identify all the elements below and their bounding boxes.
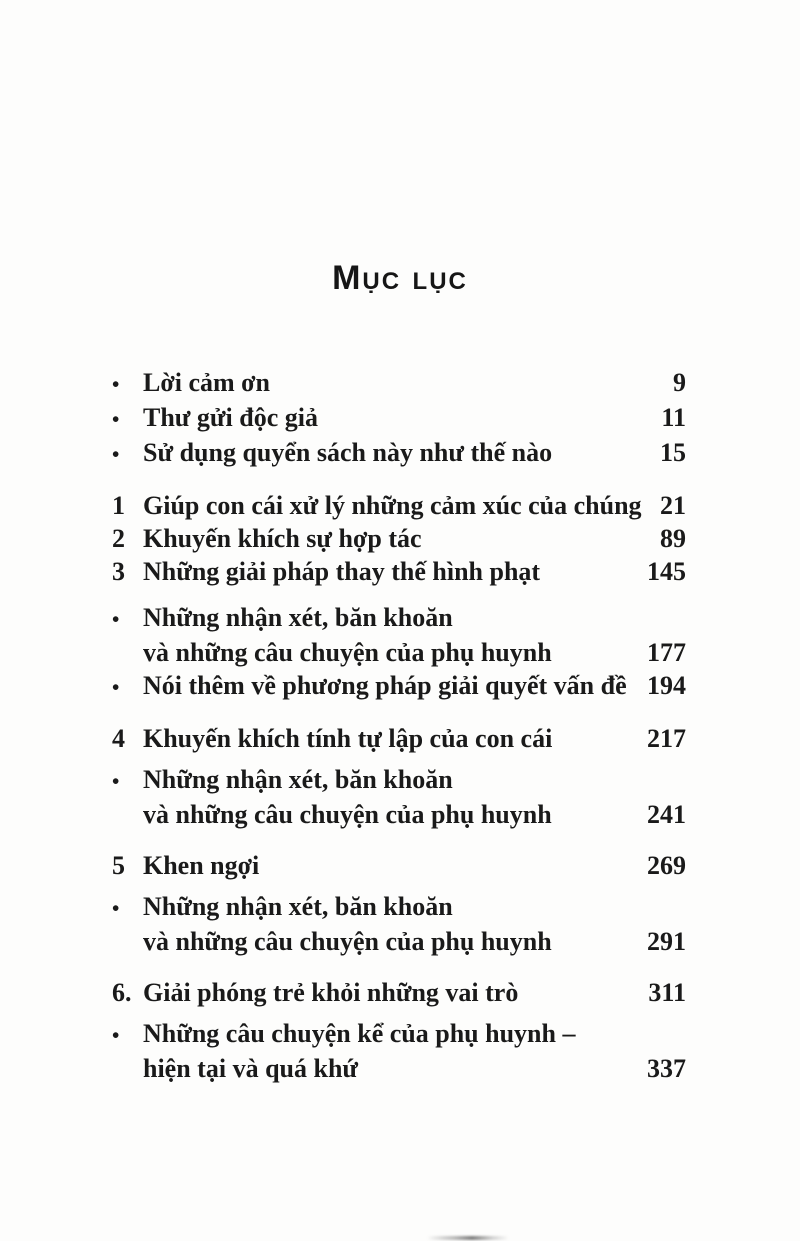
toc-entry: [112, 722, 686, 755]
entry-page-number: 194: [647, 671, 686, 700]
bullet-icon: •: [112, 769, 120, 793]
toc-entry-continuation-row: [112, 636, 686, 669]
toc-entry-continuation-row: [112, 925, 686, 958]
entry-title-line: Những câu chuyện kể của phụ huynh –: [143, 1019, 576, 1048]
toc-entry-row: [112, 669, 686, 704]
toc-entry-row: [112, 763, 686, 798]
toc-entry-row: [112, 976, 686, 1009]
entry-title-line: và những câu chuyện của phụ huynh: [143, 638, 552, 667]
entry-page-number: 21: [660, 491, 686, 520]
toc-entry: [112, 522, 686, 555]
toc-entry-row: [112, 555, 686, 588]
toc-entry-continuation-row: [112, 798, 686, 831]
toc-entry-row: [112, 366, 686, 401]
toc-entry-row: [112, 522, 686, 555]
toc-entry: [112, 555, 686, 588]
bullet-icon: •: [112, 675, 120, 699]
entry-title-line: Thư gửi độc giả: [143, 403, 318, 432]
entry-title-line: Lời cảm ơn: [143, 368, 271, 397]
entry-page-number: 241: [647, 800, 686, 829]
toc-entry: [112, 401, 686, 436]
entry-page-number: 11: [661, 403, 686, 432]
entry-page-number: 145: [647, 557, 686, 586]
toc-entry-row: [112, 890, 686, 925]
entry-title-line: Những nhận xét, băn khoăn: [143, 603, 453, 632]
entry-title-line: Khuyến khích sự hợp tác: [143, 524, 422, 553]
entry-title-line: Những nhận xét, băn khoăn: [143, 765, 453, 794]
entry-title-line: Giải phóng trẻ khỏi những vai trò: [143, 978, 519, 1007]
entry-title-line: Những nhận xét, băn khoăn: [143, 892, 453, 921]
page-title: Mục lục: [332, 259, 468, 297]
entry-page-number: 217: [647, 724, 686, 753]
chapter-number: 6.: [112, 978, 132, 1007]
toc-entry-row: [112, 601, 686, 636]
toc-entry: [112, 849, 686, 882]
entry-title-line: và những câu chuyện của phụ huynh: [143, 927, 552, 956]
entry-page-number: 15: [660, 438, 686, 467]
chapter-number: 4: [112, 724, 125, 753]
entry-page-number: 89: [660, 524, 686, 553]
toc-entry: [112, 763, 686, 831]
entry-title-line: Khen ngợi: [143, 851, 260, 880]
toc-list: [112, 366, 686, 1085]
entry-title-line: Những giải pháp thay thế hình phạt: [143, 557, 541, 586]
bullet-icon: •: [112, 372, 120, 396]
entry-page-number: 311: [648, 978, 686, 1007]
toc-entry: [112, 1017, 686, 1085]
toc-entry-continuation-row: [112, 1052, 686, 1085]
toc-entry-row: [112, 401, 686, 436]
toc-entry-row: [112, 722, 686, 755]
bullet-icon: •: [112, 442, 120, 466]
entry-title-line: Khuyến khích tính tự lập của con cái: [143, 724, 553, 753]
chapter-number: 5: [112, 851, 125, 880]
bullet-icon: •: [112, 896, 120, 920]
toc-entry: [112, 976, 686, 1009]
entry-page-number: 269: [647, 851, 686, 880]
entry-page-number: 337: [647, 1054, 686, 1083]
chapter-number: 2: [112, 524, 125, 553]
toc-entry: [112, 489, 686, 522]
entry-title-line: và những câu chuyện của phụ huynh: [143, 800, 552, 829]
toc-entry: [112, 366, 686, 401]
toc-entry-row: [112, 489, 686, 522]
toc-entry-row: [112, 1017, 686, 1052]
toc-entry-row: [112, 849, 686, 882]
entry-page-number: 291: [647, 927, 686, 956]
chapter-number: 1: [112, 491, 125, 520]
bullet-icon: •: [112, 407, 120, 431]
toc-entry: [112, 601, 686, 669]
entry-title-line: hiện tại và quá khứ: [143, 1054, 359, 1083]
entry-title-line: Giúp con cái xử lý những cảm xúc của chúng: [143, 491, 642, 520]
bullet-icon: •: [112, 1023, 120, 1047]
chapter-number: 3: [112, 557, 125, 586]
scan-smudge-artifact: [427, 1236, 509, 1240]
entry-title-line: Nói thêm về phương pháp giải quyết vấn đề: [143, 671, 627, 700]
entry-page-number: 9: [673, 368, 686, 397]
toc-entry: [112, 436, 686, 471]
toc-entry: [112, 890, 686, 958]
toc-entry: [112, 669, 686, 704]
toc-entry-row: [112, 436, 686, 471]
entry-title-line: Sử dụng quyển sách này như thế nào: [143, 438, 553, 467]
entry-page-number: 177: [647, 638, 686, 667]
bullet-icon: •: [112, 607, 120, 631]
